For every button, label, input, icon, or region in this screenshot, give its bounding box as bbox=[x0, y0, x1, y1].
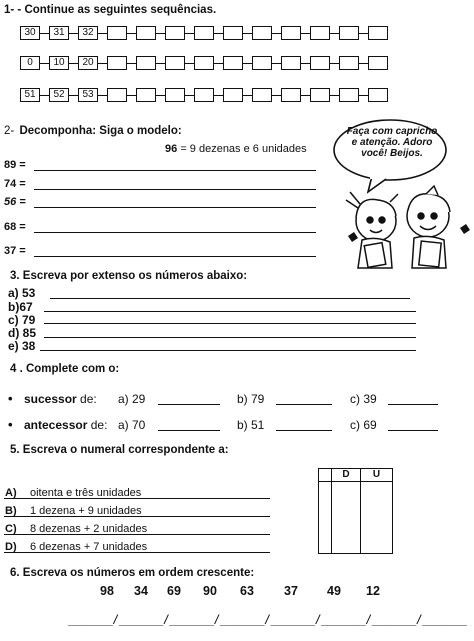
answer-line[interactable] bbox=[50, 298, 410, 299]
sequence-box: 0 bbox=[20, 56, 40, 70]
sequence-empty-box[interactable] bbox=[194, 56, 214, 70]
decompose-model bbox=[165, 143, 307, 156]
sequence-connector bbox=[301, 95, 310, 96]
sequence-empty-box[interactable] bbox=[165, 26, 185, 40]
answer-line[interactable] bbox=[388, 430, 438, 431]
units-header: U bbox=[360, 468, 393, 482]
sequence-connector bbox=[40, 33, 49, 34]
sequence-connector bbox=[156, 33, 165, 34]
sequence-empty-box[interactable] bbox=[368, 26, 388, 40]
sequence-connector bbox=[243, 63, 252, 64]
sequence-connector bbox=[69, 95, 78, 96]
decompose-item-68: 68 = bbox=[4, 221, 26, 233]
speech-bubble-text: Faça com capricho e atenção. Adoro você! Beijos. bbox=[346, 126, 438, 159]
sequence-connector bbox=[98, 63, 107, 64]
sequence-empty-box[interactable] bbox=[223, 26, 243, 40]
sequence-box: 20 bbox=[78, 56, 98, 70]
successor-item-b: b) 79 bbox=[237, 392, 265, 406]
item-letter-d: D) bbox=[5, 541, 17, 553]
sequence-connector bbox=[185, 95, 194, 96]
sequence-empty-box[interactable] bbox=[165, 88, 185, 102]
sequence-empty-box[interactable] bbox=[252, 88, 272, 102]
number-item-d: d) 85 bbox=[8, 326, 37, 340]
number-37: 37 bbox=[284, 584, 298, 598]
sequence-connector bbox=[156, 95, 165, 96]
number-item-b: b)67 bbox=[8, 300, 33, 314]
sequence-empty-box[interactable] bbox=[368, 56, 388, 70]
answer-line[interactable] bbox=[34, 189, 316, 190]
answer-line[interactable] bbox=[34, 256, 316, 257]
sequence-empty-box[interactable] bbox=[165, 56, 185, 70]
sequence-connector bbox=[69, 33, 78, 34]
section2-title-text: Decomponha: Siga o modelo: bbox=[19, 125, 182, 137]
row-line bbox=[4, 498, 270, 499]
sequence-connector bbox=[301, 63, 310, 64]
answer-line[interactable] bbox=[276, 404, 332, 405]
item-letter-c: C) bbox=[5, 523, 17, 535]
decompose-item-74: 74 = bbox=[4, 178, 26, 190]
sequence-empty-box[interactable] bbox=[281, 88, 301, 102]
sequence-connector bbox=[359, 63, 368, 64]
sequence-connector bbox=[243, 95, 252, 96]
predecessor-suffix: de: bbox=[90, 418, 108, 432]
sequence-empty-box[interactable] bbox=[281, 56, 301, 70]
number-item-a: a) 53 bbox=[8, 286, 36, 300]
decompose-item-89: 89 = bbox=[4, 159, 26, 171]
sequence-connector bbox=[98, 33, 107, 34]
sequence-connector bbox=[330, 95, 339, 96]
sequence-box: 10 bbox=[49, 56, 69, 70]
sequence-empty-box[interactable] bbox=[368, 88, 388, 102]
sequence-connector bbox=[330, 63, 339, 64]
sequence-empty-box[interactable] bbox=[136, 56, 156, 70]
sequence-empty-box[interactable] bbox=[223, 88, 243, 102]
row-line bbox=[4, 552, 270, 553]
ordering-answer-blanks[interactable]: _______/_______/_______/_______/_______/_______/_______/_______ bbox=[68, 612, 467, 626]
sequence-empty-box[interactable] bbox=[252, 56, 272, 70]
sequence-connector bbox=[301, 33, 310, 34]
item-letter-a: A) bbox=[5, 487, 17, 499]
number-49: 49 bbox=[327, 584, 341, 598]
sequence-connector bbox=[330, 33, 339, 34]
section3-title: 3. Escreva por extenso os números abaixo: bbox=[10, 270, 248, 282]
tens-header: D bbox=[331, 468, 361, 482]
sequence-connector bbox=[40, 95, 49, 96]
number-98: 98 bbox=[100, 584, 114, 598]
sequence-empty-box[interactable] bbox=[310, 88, 330, 102]
sequence-connector bbox=[214, 95, 223, 96]
section6-title: 6. Escreva os números em ordem crescente: bbox=[10, 567, 255, 579]
sequence-box: 30 bbox=[20, 26, 40, 40]
answer-line[interactable] bbox=[40, 350, 416, 351]
number-90: 90 bbox=[203, 584, 217, 598]
sequence-connector bbox=[359, 33, 368, 34]
sequence-connector bbox=[69, 63, 78, 64]
sequence-box: 51 bbox=[20, 88, 40, 102]
item-text-b: 1 dezena + 9 unidades bbox=[30, 505, 142, 517]
decompose-item-37: 37 = bbox=[4, 245, 26, 257]
item-text-c: 8 dezenas + 2 unidades bbox=[30, 523, 148, 535]
sequence-empty-box[interactable] bbox=[136, 26, 156, 40]
sequence-empty-box[interactable] bbox=[339, 88, 359, 102]
decompose-item-56: 56 = bbox=[4, 196, 26, 208]
successor-item-a: a) 29 bbox=[118, 392, 146, 406]
successor-suffix: de: bbox=[80, 392, 97, 406]
section5-title: 5. Escreva o numeral correspondente a: bbox=[10, 444, 229, 456]
units-answer-column[interactable] bbox=[360, 481, 393, 554]
answer-line[interactable] bbox=[388, 404, 438, 405]
sequence-empty-box[interactable] bbox=[281, 26, 301, 40]
sequence-connector bbox=[272, 95, 281, 96]
tail-mask bbox=[370, 174, 384, 179]
section2-title bbox=[4, 125, 182, 137]
table-cell bbox=[318, 468, 332, 482]
predecessor-item-c: c) 69 bbox=[350, 418, 377, 432]
item-text-d: 6 dezenas + 7 unidades bbox=[30, 541, 148, 553]
answer-line[interactable] bbox=[44, 311, 416, 312]
predecessor-label bbox=[24, 418, 107, 432]
sequence-connector bbox=[156, 63, 165, 64]
section4-title: 4 . Complete com o: bbox=[10, 363, 120, 375]
sequence-empty-box[interactable] bbox=[252, 26, 272, 40]
successor-item-c: c) 39 bbox=[350, 392, 377, 406]
row-line bbox=[4, 516, 270, 517]
item-letter-b: B) bbox=[5, 505, 17, 517]
successor-label bbox=[24, 392, 97, 406]
answer-line[interactable] bbox=[34, 232, 316, 233]
sequence-empty-box[interactable] bbox=[339, 56, 359, 70]
sequence-empty-box[interactable] bbox=[339, 26, 359, 40]
sequence-empty-box[interactable] bbox=[310, 56, 330, 70]
sequence-connector bbox=[185, 33, 194, 34]
sequence-empty-box[interactable] bbox=[107, 56, 127, 70]
number-34: 34 bbox=[134, 584, 148, 598]
children-cartoon-icon bbox=[346, 186, 470, 268]
sequence-connector bbox=[359, 95, 368, 96]
tens-answer-column[interactable] bbox=[331, 481, 361, 554]
sequence-connector bbox=[98, 95, 107, 96]
sequence-box: 53 bbox=[78, 88, 98, 102]
sequence-connector bbox=[127, 33, 136, 34]
predecessor-item-a: a) 70 bbox=[118, 418, 146, 432]
answer-line[interactable] bbox=[158, 430, 220, 431]
table-cell bbox=[318, 481, 332, 554]
sequence-connector bbox=[214, 63, 223, 64]
sequence-empty-box[interactable] bbox=[194, 26, 214, 40]
sequence-empty-box[interactable] bbox=[223, 56, 243, 70]
row-line bbox=[4, 534, 270, 535]
bullet-icon: • bbox=[8, 417, 13, 432]
answer-line[interactable] bbox=[44, 337, 416, 338]
answer-line[interactable] bbox=[34, 207, 316, 208]
sequence-empty-box[interactable] bbox=[107, 88, 127, 102]
answer-line[interactable] bbox=[44, 323, 416, 324]
model-number: 96 bbox=[165, 143, 178, 155]
sequence-connector bbox=[243, 33, 252, 34]
sequence-empty-box[interactable] bbox=[107, 26, 127, 40]
sequence-connector bbox=[40, 63, 49, 64]
section2-number: 2- bbox=[4, 125, 15, 137]
sequence-box: 32 bbox=[78, 26, 98, 40]
sequence-connector bbox=[272, 63, 281, 64]
sequence-box: 31 bbox=[49, 26, 69, 40]
number-12: 12 bbox=[366, 584, 380, 598]
sequence-connector bbox=[214, 33, 223, 34]
number-69: 69 bbox=[167, 584, 181, 598]
sequence-empty-box[interactable] bbox=[136, 88, 156, 102]
successor-word: sucessor bbox=[24, 392, 77, 406]
sequence-connector bbox=[185, 63, 194, 64]
number-item-c: c) 79 bbox=[8, 313, 36, 327]
sequence-empty-box[interactable] bbox=[310, 26, 330, 40]
sequence-connector bbox=[272, 33, 281, 34]
model-text: = 9 dezenas e 6 unidades bbox=[180, 143, 307, 155]
sequence-box: 52 bbox=[49, 88, 69, 102]
answer-line[interactable] bbox=[158, 404, 220, 405]
predecessor-word: antecessor bbox=[24, 418, 88, 432]
number-item-e: e) 38 bbox=[8, 339, 36, 353]
sequence-empty-box[interactable] bbox=[194, 88, 214, 102]
bullet-icon: • bbox=[8, 391, 13, 406]
number-63: 63 bbox=[240, 584, 254, 598]
answer-line[interactable] bbox=[276, 430, 332, 431]
item-text-a: oitenta e três unidades bbox=[30, 487, 142, 499]
sequence-connector bbox=[127, 95, 136, 96]
predecessor-item-b: b) 51 bbox=[237, 418, 265, 432]
section1-title: 1- - Continue as seguintes sequências. bbox=[4, 4, 217, 16]
sequence-connector bbox=[127, 63, 136, 64]
answer-line[interactable] bbox=[34, 170, 316, 171]
